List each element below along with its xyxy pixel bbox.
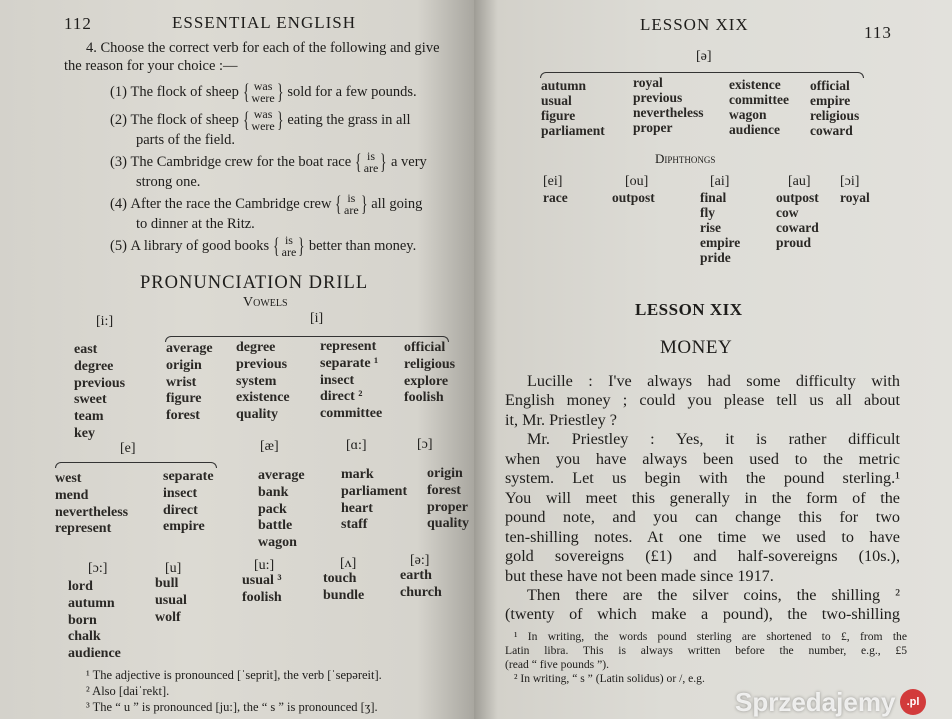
exercise-item xyxy=(110,108,411,132)
word: coward xyxy=(776,220,819,235)
verb-option: were xyxy=(251,119,275,133)
word: degree xyxy=(236,340,276,355)
word: church xyxy=(400,584,442,600)
brace-right: } xyxy=(380,149,387,174)
item-number: (3) xyxy=(110,153,127,170)
word: audience xyxy=(68,646,121,662)
word: usual ³ xyxy=(242,573,282,588)
footnote: ¹ The adjective is pronounced [ˈseprit], the verb [ˈsepəreit]. xyxy=(86,668,382,682)
word: wolf xyxy=(155,609,181,625)
word: earth xyxy=(400,568,432,583)
item-continuation: to dinner at the Ritz. xyxy=(136,216,255,232)
word: insect xyxy=(163,485,198,501)
word: empire xyxy=(810,93,851,108)
word: proper xyxy=(633,120,673,135)
verb-choice-brace xyxy=(333,192,369,216)
word: coward xyxy=(810,123,853,138)
footnote: ¹ In writing, the words pound sterling are shortened to £, from the xyxy=(514,630,907,643)
brace-e xyxy=(55,462,217,468)
word: sweet xyxy=(74,392,107,408)
word: heart xyxy=(341,500,373,516)
vowel-header: [u] xyxy=(165,561,182,576)
word: rise xyxy=(700,220,721,235)
verb-options xyxy=(364,150,379,174)
body-line: (twenty of which make a pound), the two-shilling xyxy=(505,605,900,624)
word: existence xyxy=(729,77,781,92)
verb-option: are xyxy=(281,245,297,259)
word: average xyxy=(258,468,305,483)
word: parliament xyxy=(341,483,408,499)
item-text-before: The Cambridge crew for the boat race xyxy=(130,153,352,170)
item-number: (1) xyxy=(110,83,127,100)
word: bull xyxy=(155,576,179,591)
schwa-header: [ə] xyxy=(696,49,712,64)
item-number: (2) xyxy=(110,111,127,128)
diphthong-column xyxy=(776,190,819,250)
diphthong-header: [ei] xyxy=(543,174,563,189)
item-number: (5) xyxy=(110,237,127,254)
word-column xyxy=(55,471,128,538)
word: figure xyxy=(541,108,576,123)
word: wrist xyxy=(166,374,197,390)
vowel-header: [i:] xyxy=(96,314,114,329)
word: official xyxy=(404,340,446,355)
word-column xyxy=(242,573,282,607)
word: foolish xyxy=(242,589,282,605)
page-number-right: 113 xyxy=(864,23,892,42)
schwa-column xyxy=(810,78,859,138)
item-text-after: all going xyxy=(371,195,423,212)
brace-left: { xyxy=(335,191,342,216)
word: royal xyxy=(840,190,870,205)
exercise-intro: 4. Choose the correct verb for each of the following and give xyxy=(86,40,440,56)
body-line: Lucille : I've always had some difficulty with xyxy=(527,372,900,390)
word: audience xyxy=(729,122,781,137)
word-column xyxy=(155,576,187,626)
word: battle xyxy=(258,518,293,534)
brace-left: { xyxy=(273,233,280,258)
word-column xyxy=(166,341,213,425)
word: origin xyxy=(166,357,202,373)
word: mend xyxy=(55,487,89,503)
exercise-item xyxy=(110,234,416,258)
verb-choice-brace xyxy=(353,150,389,174)
word: east xyxy=(74,342,98,357)
word: team xyxy=(74,409,104,425)
word: committee xyxy=(320,406,383,422)
word-column xyxy=(74,342,125,443)
exercise-intro-cont: the reason for your choice :— xyxy=(64,58,238,74)
word: average xyxy=(166,341,213,356)
vowel-header: [ɑ:] xyxy=(346,438,367,453)
exercise-item xyxy=(110,150,427,174)
word: usual xyxy=(155,592,187,608)
word: degree xyxy=(74,358,114,374)
schwa-column xyxy=(541,78,605,138)
footnote: Latin libra. This is always written before the number, e.g., £5 xyxy=(505,644,907,657)
diphthong-header: [ɔi] xyxy=(840,174,860,189)
vowel-header: [ə:] xyxy=(410,553,430,568)
word-column xyxy=(163,469,214,536)
word: pride xyxy=(700,250,731,265)
running-title-right: LESSON XIX xyxy=(640,15,749,34)
word: cow xyxy=(776,205,799,220)
word: chalk xyxy=(68,629,101,645)
word: previous xyxy=(74,375,126,391)
vowel-header: [ɔ] xyxy=(417,437,433,452)
item-text-before: A library of good books xyxy=(130,237,270,254)
verb-options xyxy=(251,108,274,132)
body-line: gold sovereigns (£1) and half-sovereigns (10s.), xyxy=(505,547,900,566)
word: mark xyxy=(341,467,374,482)
word: system xyxy=(236,373,277,389)
page-number-left: 112 xyxy=(64,14,92,33)
word: proud xyxy=(776,235,812,250)
verb-option: was xyxy=(253,107,273,121)
word: wagon xyxy=(729,107,767,122)
word: pack xyxy=(258,501,287,517)
verb-choice-brace xyxy=(241,80,285,104)
exercise-item xyxy=(110,192,422,216)
item-text-before: After the race the Cambridge crew xyxy=(130,195,332,212)
word: separate ¹ xyxy=(320,355,379,371)
word: direct ² xyxy=(320,389,363,405)
brace-left: { xyxy=(242,79,250,104)
item-text-after: eating the grass in all xyxy=(287,111,411,128)
lesson-heading: LESSON XIX xyxy=(635,300,743,319)
body-line: Then there are the silver coins, the shilling ² xyxy=(527,585,900,604)
word-column xyxy=(68,579,121,663)
word: represent xyxy=(55,521,112,537)
word: bundle xyxy=(323,587,365,603)
item-text-before: The flock of sheep xyxy=(130,111,239,128)
word: wagon xyxy=(258,535,297,551)
word: forest xyxy=(166,408,200,424)
diphthong-header: [au] xyxy=(788,174,811,189)
word-column xyxy=(400,568,442,602)
verb-option: was xyxy=(253,79,273,93)
item-text-before: The flock of sheep xyxy=(130,83,239,100)
brace-right: } xyxy=(298,233,305,258)
word: lord xyxy=(68,579,93,594)
diphthongs-label: Diphthongs xyxy=(655,151,716,166)
word: existence xyxy=(236,390,290,406)
body-line: You will meet this generally in the form of the xyxy=(505,488,900,507)
brace-right: } xyxy=(360,191,368,216)
word-column xyxy=(320,339,382,423)
word-column xyxy=(258,468,305,552)
word: official xyxy=(810,78,850,93)
word: origin xyxy=(427,466,463,481)
verb-options xyxy=(282,234,297,258)
body-line: pound note, and you can change this for two xyxy=(505,508,900,527)
diphthong-column xyxy=(543,190,568,205)
schwa-column xyxy=(633,75,703,135)
word: autumn xyxy=(68,595,115,611)
word: empire xyxy=(163,519,205,535)
item-text-after: a very xyxy=(390,153,427,170)
word: foolish xyxy=(404,390,444,406)
diphthong-column xyxy=(840,190,870,205)
word: direct xyxy=(163,502,198,518)
vowel-header: [i] xyxy=(310,311,324,326)
item-continuation: parts of the field. xyxy=(136,132,236,148)
word: nevertheless xyxy=(55,504,129,520)
word-column xyxy=(427,466,469,533)
verb-choice-brace xyxy=(241,108,285,132)
word: proper xyxy=(427,499,468,515)
word-column xyxy=(404,340,455,407)
word: insect xyxy=(320,372,355,388)
word: previous xyxy=(236,356,288,372)
footnote: ² In writing, “ s ” (Latin solidus) or /, e.g. xyxy=(514,672,705,685)
word: parliament xyxy=(541,123,605,138)
word: autumn xyxy=(541,78,587,93)
brace-left: { xyxy=(355,149,362,174)
exercise-item xyxy=(110,80,417,104)
word: forest xyxy=(427,482,461,498)
diphthong-header: [ai] xyxy=(710,174,730,189)
verb-option: are xyxy=(344,203,359,217)
vowel-header: [e] xyxy=(120,441,136,456)
word: represent xyxy=(320,339,377,354)
word: previous xyxy=(633,90,683,105)
footnote: ² Also [daiˈrekt]. xyxy=(86,684,170,698)
verb-option: were xyxy=(251,91,275,105)
item-continuation: strong one. xyxy=(136,174,201,190)
word: quality xyxy=(236,407,279,423)
drill-title: PRONUNCIATION DRILL xyxy=(140,273,369,293)
word: royal xyxy=(633,75,663,90)
vowel-header: [ʌ] xyxy=(340,556,357,571)
word: figure xyxy=(166,391,202,407)
brace-right: } xyxy=(276,79,284,104)
verb-option: is xyxy=(284,233,293,247)
word: bank xyxy=(258,484,289,500)
word: staff xyxy=(341,517,368,533)
body-line: system. Let us begin with the pound sterling.¹ xyxy=(505,469,900,488)
brace-right: } xyxy=(276,107,284,132)
body-line: ten-shilling notes. At one time we used to have xyxy=(505,527,900,546)
verb-choice-brace xyxy=(271,234,307,258)
word: born xyxy=(68,612,97,628)
verb-options xyxy=(251,80,274,104)
schwa-column xyxy=(729,77,789,137)
body-line: English money ; could you please tell us all about xyxy=(505,391,900,410)
brace-left: { xyxy=(242,107,250,132)
verb-option: are xyxy=(363,161,379,175)
word: usual xyxy=(541,93,572,108)
item-text-after: better than money. xyxy=(308,237,417,254)
verb-option: is xyxy=(367,149,376,163)
word: religious xyxy=(404,356,456,372)
word: final xyxy=(700,190,727,205)
body-line: but these have not been made since 1917. xyxy=(505,566,774,585)
vowels-label: Vowels xyxy=(243,295,288,310)
footnote: ³ The “ u ” is pronounced [ju:], the “ s ” is pronounced [ʒ]. xyxy=(86,700,378,714)
lesson-title: MONEY xyxy=(660,337,733,358)
word: race xyxy=(543,190,568,205)
diphthong-header: [ou] xyxy=(625,174,649,189)
body-line: Mr. Priestley : Yes, it is rather difficult xyxy=(527,430,900,449)
body-line: when you have always been used to the metric xyxy=(505,449,900,468)
word: fly xyxy=(700,205,715,220)
word: committee xyxy=(729,92,789,107)
running-title-left: ESSENTIAL ENGLISH xyxy=(172,13,356,32)
word: empire xyxy=(700,235,741,250)
word: west xyxy=(55,471,82,486)
item-number: (4) xyxy=(110,195,127,212)
word: nevertheless xyxy=(633,105,704,120)
footnote: (read “ five pounds ”). xyxy=(505,658,609,671)
word: key xyxy=(74,425,95,441)
diphthong-column xyxy=(612,190,655,205)
vowel-header: [u:] xyxy=(254,558,275,573)
word-column xyxy=(323,571,364,605)
diphthong-column xyxy=(700,190,740,265)
verb-option: is xyxy=(347,191,356,205)
word: outpost xyxy=(612,190,655,205)
body-line: it, Mr. Priestley ? xyxy=(505,410,617,429)
word: touch xyxy=(323,571,357,586)
word: separate xyxy=(163,469,214,484)
verb-options xyxy=(344,192,359,216)
vowel-header: [ɔ:] xyxy=(88,561,108,576)
word: religious xyxy=(810,108,860,123)
item-text-after: sold for a few pounds. xyxy=(287,83,417,100)
word: explore xyxy=(404,373,449,389)
word: outpost xyxy=(776,190,819,205)
watermark-badge: .pl xyxy=(900,689,926,715)
word: quality xyxy=(427,516,470,532)
word-column xyxy=(236,340,290,424)
watermark-logo: Sprzedajemy xyxy=(735,687,896,717)
word-column xyxy=(341,467,407,534)
vowel-header: [æ] xyxy=(260,439,279,454)
